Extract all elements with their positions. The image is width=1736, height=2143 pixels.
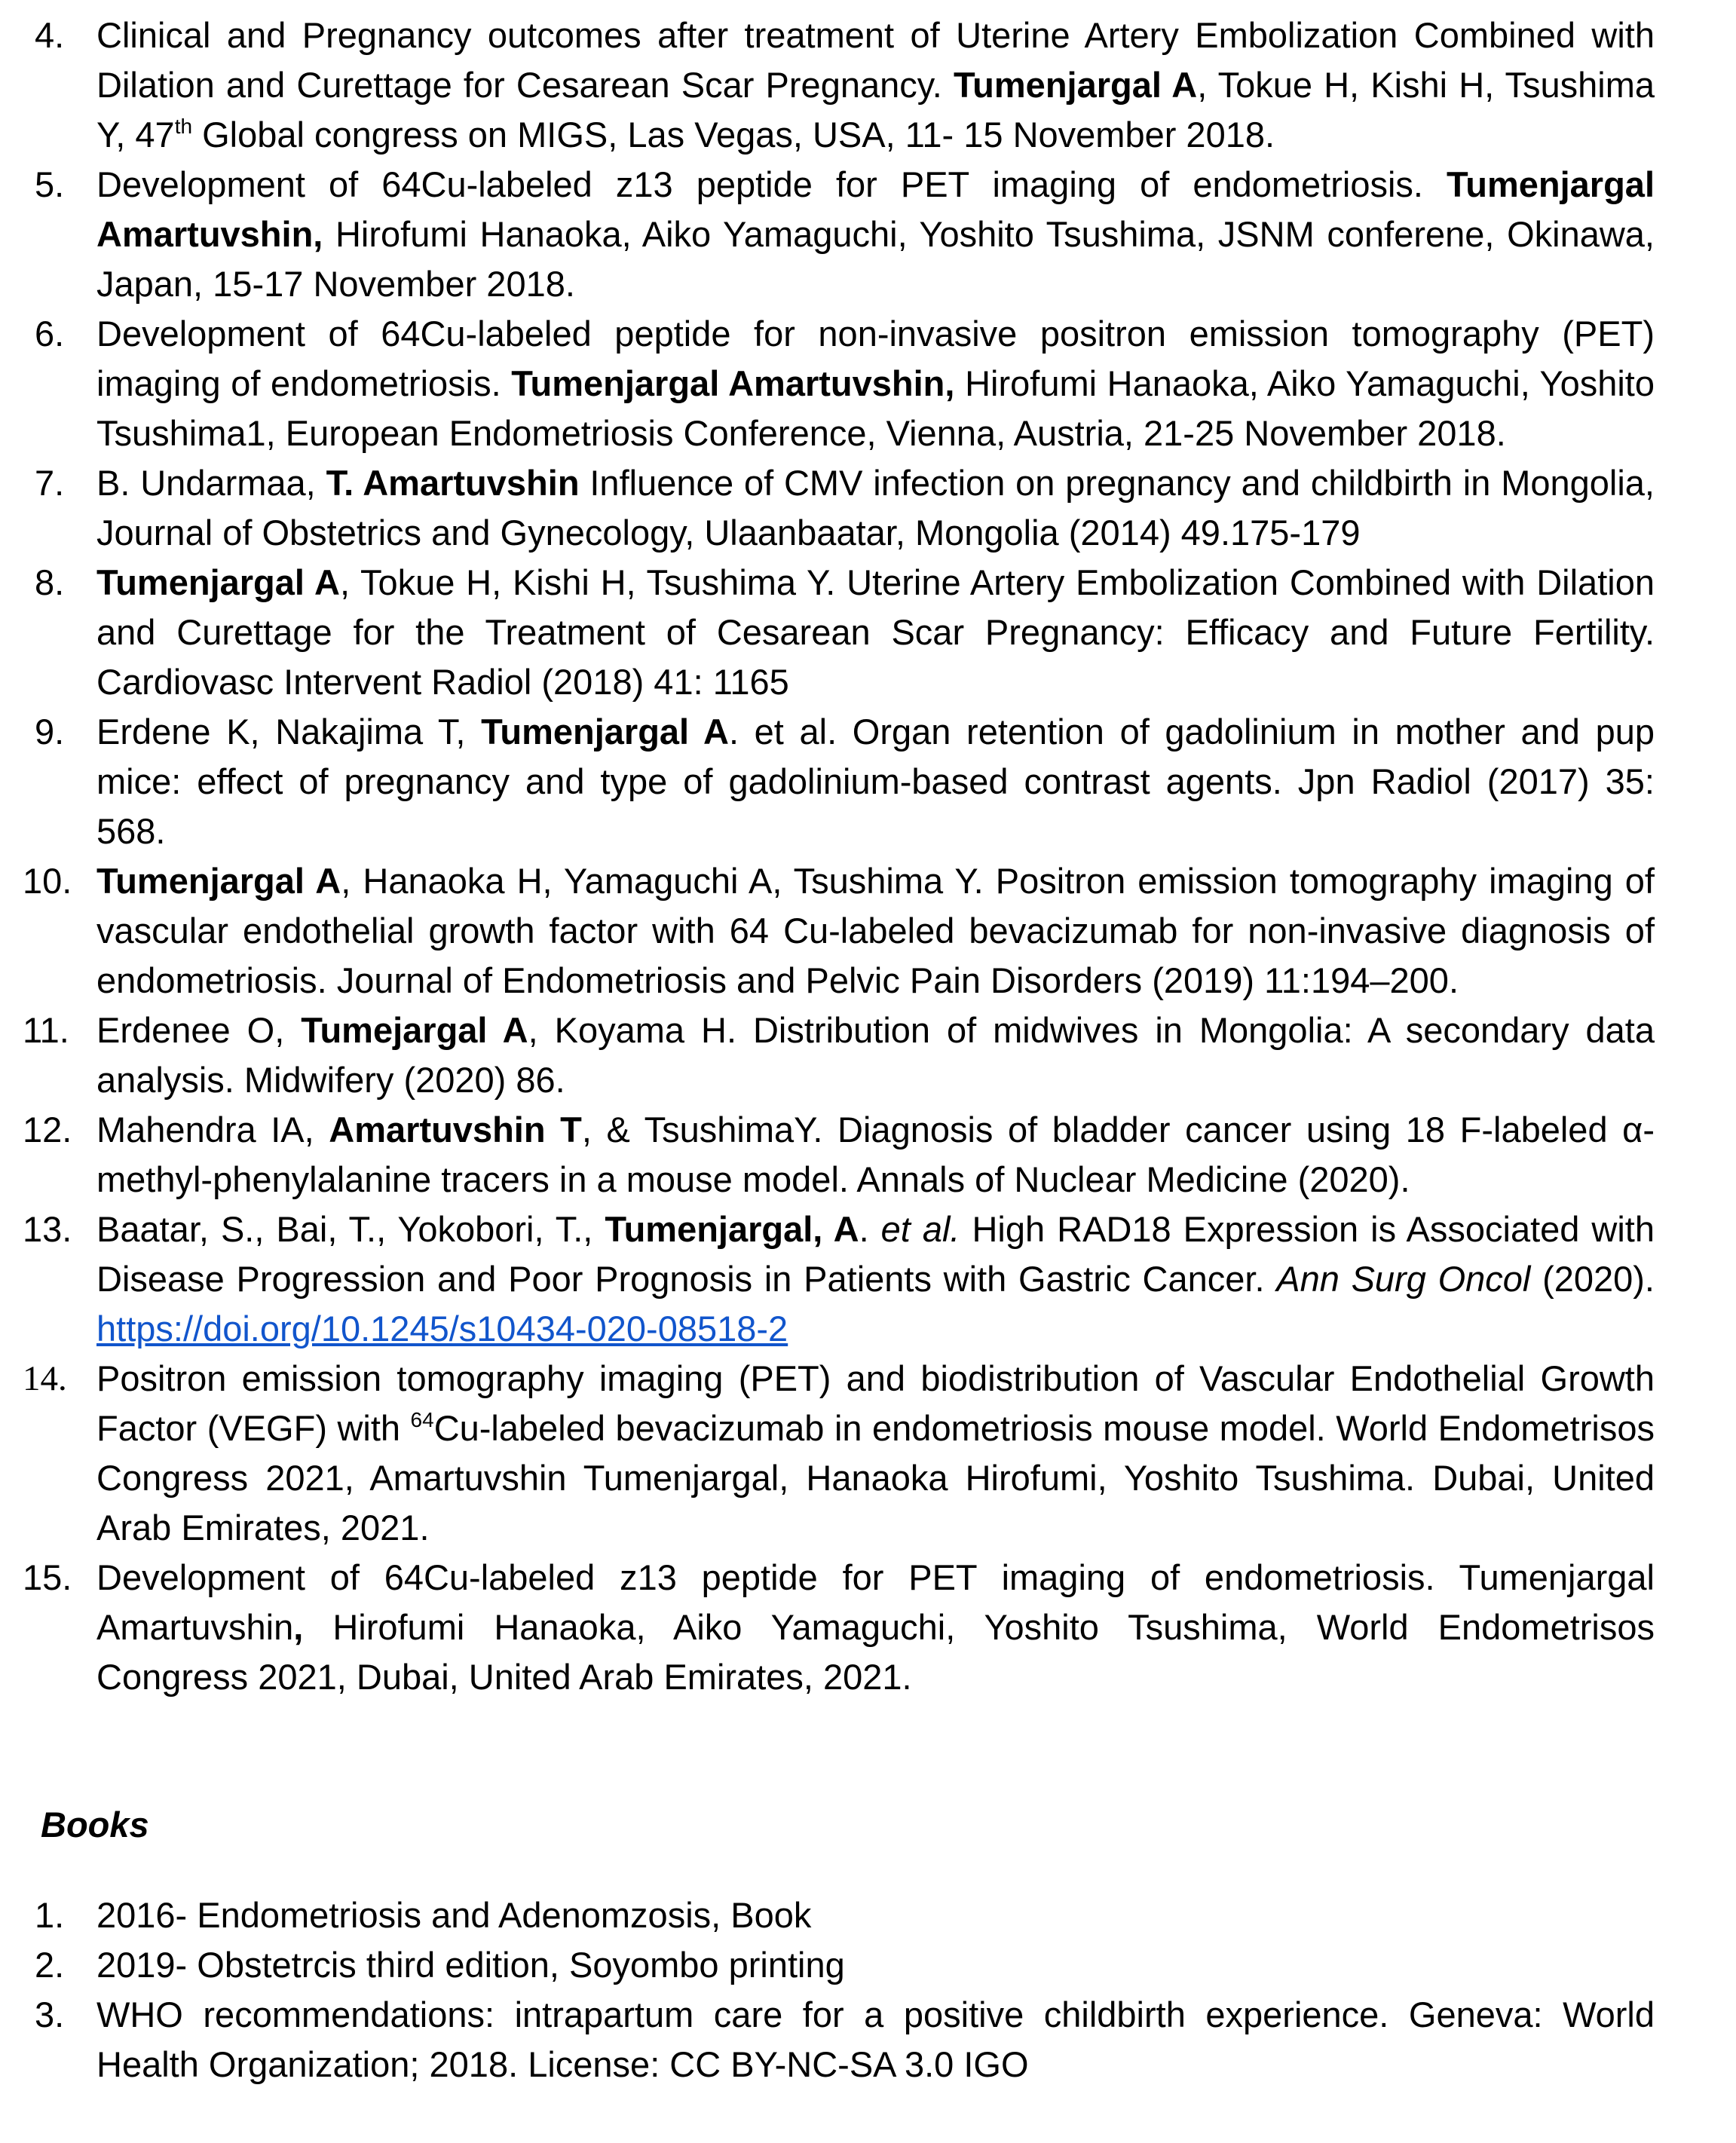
entry-text: , Koyama H. Distribution of midwives in Mongolia: A secondary data analysis. Midwifery (2020) 86. [96,1010,1655,1100]
doi-link[interactable]: https://doi.org/10.1245/s10434-020-08518-2 [96,1309,788,1349]
entry-text: Hirofumi Hanaoka, Aiko Yamaguchi, Yoshito Tsushima1, European Endometriosis Conference, Vienna, Austria, 21-25 November 2018. [96,363,1655,453]
author-name-bold: Amartuvshin T [329,1110,582,1150]
entry-text: Global congress on MIGS, Las Vegas, USA, 11- 15 November 2018. [192,115,1275,155]
book-entry [0,1890,1736,1940]
publications-list [0,11,1736,1702]
publication-entry [0,1105,1736,1205]
publication-entry [0,458,1736,558]
entry-number: 15. [23,1557,72,1597]
author-name-bold: T. Amartuvshin [326,463,580,503]
entry-text: , Hanaoka H, Yamaguchi A, Tsushima Y. Positron emission tomography imaging of vascular endothelial growth factor with 64 Cu-labeled bevacizumab for non-invasive diagnosis of endometriosis. Journal of Endometriosis and Pelvic Pain Disorders (2019) 11:194–200. [96,861,1655,1000]
entry-number: 6. [35,314,65,354]
entry-number: 5. [35,164,65,204]
author-name-bold: Tumejargal A [301,1010,528,1050]
publication-entry [0,856,1736,1006]
entry-number: 4. [35,15,65,55]
entry-text: Positron emission tomography imaging (PET) and biodistribution of Vascular Endothelial Growth Factor (VEGF) with [96,1358,1655,1448]
entry-text: Development of 64Cu-labeled z13 peptide for PET imaging of endometriosis. [96,164,1447,204]
author-name-bold: Tumenjargal A [96,562,340,602]
entry-number: 9. [35,712,65,752]
entry-text: 2019- Obstetrcis third edition, Soyombo printing [96,1945,845,1985]
entry-text: , Tokue H, Kishi H, Tsushima Y. Uterine Artery Embolization Combined with Dilation and Curettage for the Treatment of Cesarean Scar Pregnancy: Efficacy and Future Fertility. Cardiovasc Intervent Radiol (2018) 41: 1165 [96,562,1655,702]
books-heading: Books [41,1805,149,1845]
entry-text: Hirofumi Hanaoka, Aiko Yamaguchi, Yoshito Tsushima, World Endometrisos Congress 2021, Dubai, United Arab Emirates, 2021. [96,1607,1655,1697]
entry-text: Development of 64Cu-labeled peptide for non-invasive positron emission tomography (PET) imaging of endometriosis. [96,314,1655,403]
entry-number: 1. [35,1895,65,1935]
book-entry [0,1990,1736,2089]
entry-text: . [859,1209,881,1249]
superscript-text: th [174,115,193,138]
entry-text: . et al. Organ retention of gadolinium in mother and pup mice: effect of pregnancy and type of gadolinium-based contrast agents. Jpn Radiol (2017) 35: 568. [96,712,1655,851]
entry-text: (2020). [1530,1259,1655,1299]
entry-text: Cu-labeled bevacizumab in endometriosis mouse model. World Endometrisos Congress 2021, Amartuvshin Tumenjargal, Hanaoka Hirofumi, Yoshito Tsushima. Dubai, United Arab Emirates, 2021. [96,1408,1655,1548]
book-entry [0,1940,1736,1990]
entry-number: 13. [23,1209,72,1249]
author-name-bold: Tumenjargal A [96,861,341,901]
publication-entry [0,160,1736,309]
entry-text: Clinical and Pregnancy outcomes after treatment of Uterine Artery Embolization Combined with Dilation and Curettage for Cesarean Scar Pregnancy. [96,15,1655,105]
publication-entry [0,11,1736,160]
author-name-bold: Tumenjargal Amartuvshin, [96,164,1655,254]
entry-number: 12. [23,1110,72,1150]
entry-text: 2016- Endometriosis and Adenomzosis, Book [96,1895,812,1935]
entry-number: 11. [23,1010,69,1050]
entry-text: Erdene K, Nakajima T, [96,712,482,752]
publication-entry [0,1354,1736,1553]
entry-text: Mahendra IA, [96,1110,329,1150]
books-list [0,1890,1736,2089]
entry-text: Baatar, S., Bai, T., Yokobori, T., [96,1209,605,1249]
publication-entry [0,1205,1736,1354]
author-name-bold: Tumenjargal A [953,65,1198,105]
publication-entry [0,558,1736,707]
entry-text: WHO recommendations: intrapartum care for a positive childbirth experience. Geneva: World Health Organization; 2018. License: CC BY-NC-SA 3.0 IGO [96,1995,1655,2084]
author-name-bold: Tumenjargal, A [605,1209,859,1249]
entry-number: 3. [35,1995,65,2034]
entry-text: High RAD18 Expression is Associated with Disease Progression and Poor Prognosis in Patients with Gastric Cancer. [96,1209,1655,1299]
entry-number: 10. [23,861,72,901]
entry-text: , Tokue H, Kishi H, Tsushima Y, 47 [96,65,1655,155]
author-name-bold: , [293,1607,304,1647]
entry-text: , & TsushimaY. Diagnosis of bladder cancer using 18 F-labeled α-methyl-phenylalanine tracers in a mouse model. Annals of Nuclear Medicine (2020). [96,1110,1655,1199]
entry-text: Erdenee O, [96,1010,302,1050]
publication-entry [0,707,1736,856]
entry-number: 7. [35,463,65,503]
entry-number: 2. [35,1945,65,1985]
publication-entry [0,1006,1736,1105]
author-name-bold: Tumenjargal A [481,712,729,752]
italic-text: et al. [880,1209,960,1249]
publication-entry [0,309,1736,458]
entry-number: 14. [23,1359,67,1398]
entry-text: B. Undarmaa, [96,463,326,503]
entry-text: Influence of CMV infection on pregnancy and childbirth in Mongolia, Journal of Obstetrics and Gynecology, Ulaanbaatar, Mongolia (2014) 49.175-179 [96,463,1655,553]
superscript-text: 64 [410,1408,434,1431]
publication-entry [0,1553,1736,1702]
entry-number: 8. [35,562,65,602]
entry-text: Hirofumi Hanaoka, Aiko Yamaguchi, Yoshito Tsushima, JSNM conferene, Okinawa, Japan, 15-17 November 2018. [96,214,1655,304]
entry-text: Development of 64Cu-labeled z13 peptide for PET imaging of endometriosis. Tumenjargal Amartuvshin [96,1557,1655,1647]
author-name-bold: Tumenjargal Amartuvshin, [511,363,955,403]
italic-text: Ann Surg Oncol [1276,1259,1531,1299]
